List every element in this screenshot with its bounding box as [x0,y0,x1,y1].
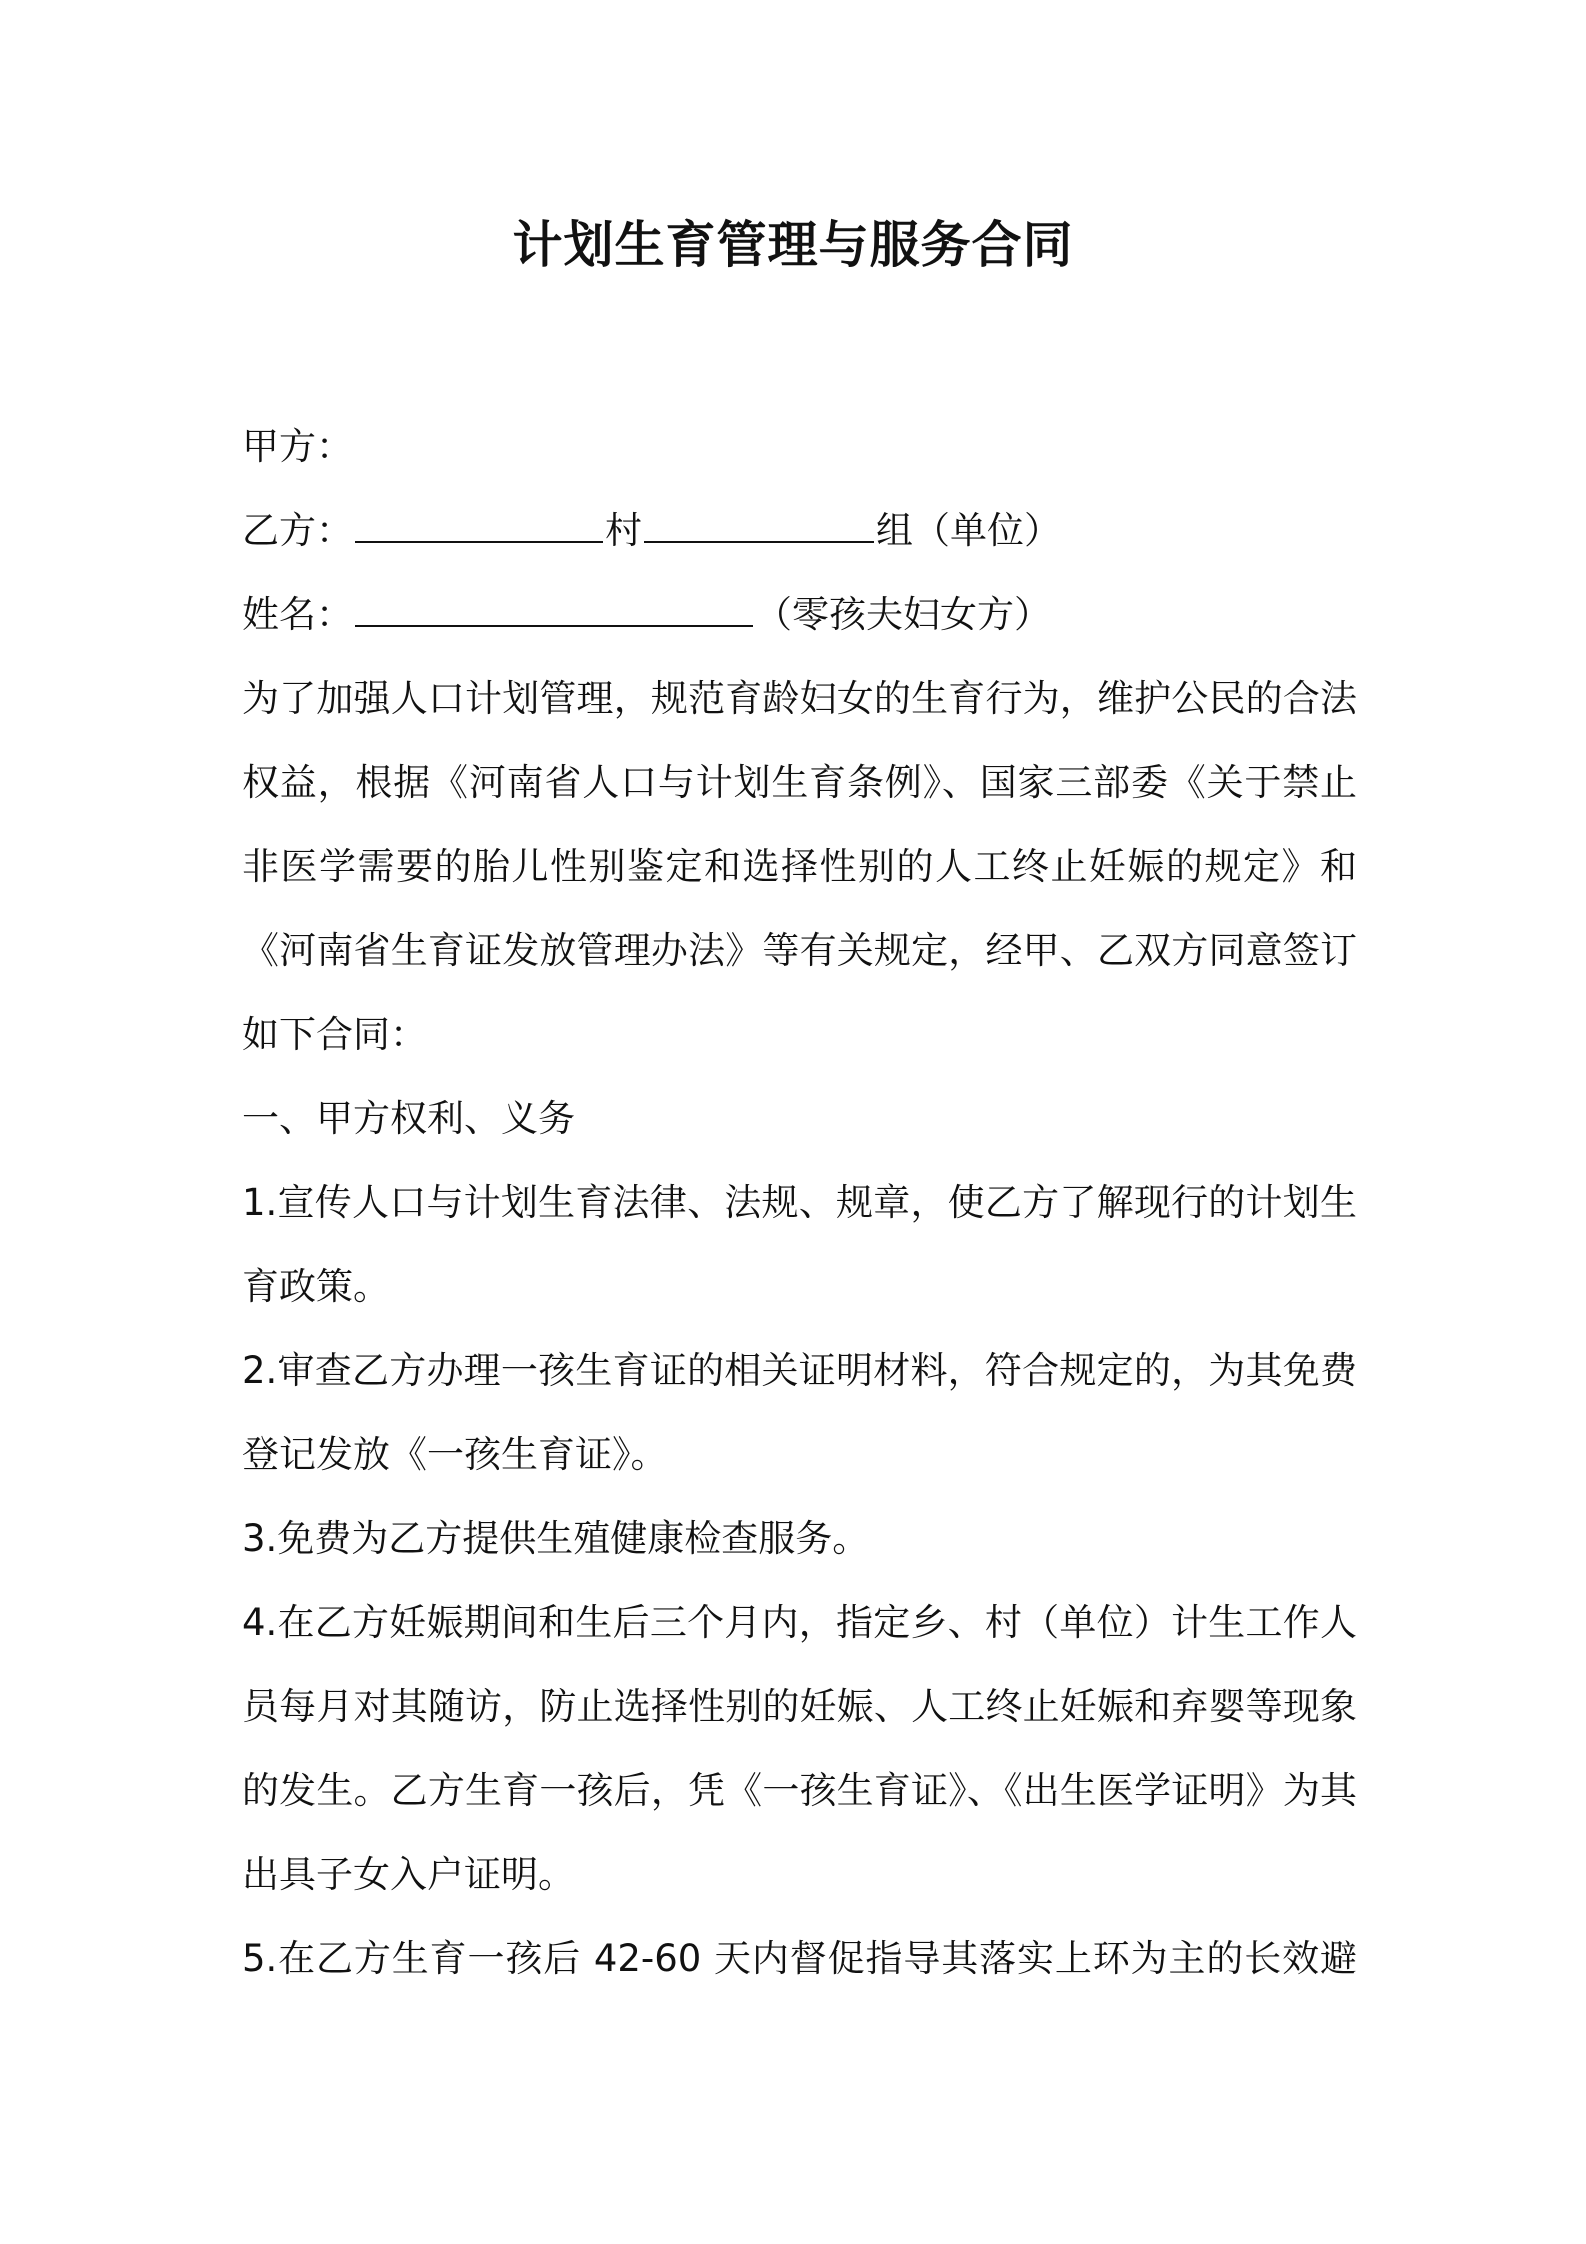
group-blank [644,507,874,543]
clause-1: 1.宣传人口与计划生育法律、法规、规章，使乙方了解现行的计划生育政策。 [242,1181,1357,1308]
name-label: 姓名： [242,593,353,636]
clause-5: 5.在乙方生育一孩后 42-60 天内督促指导其落实上环为主的长效避 [242,1937,1357,1980]
name-line [242,573,1357,657]
party-a-line [242,405,1357,489]
village-blank [355,507,603,543]
party-b-line [242,489,1357,573]
clause-3: 3.免费为乙方提供生殖健康检查服务。 [242,1517,870,1560]
section-1-heading: 一、甲方权利、义务 [242,1097,575,1140]
clause-4: 4.在乙方妊娠期间和生后三个月内，指定乡、村（单位）计生工作人员每月对其随访，防止选择性别的妊娠、人工终止妊娠和弃婴等现象的发生。乙方生育一孩后，凭《一孩生育证》、《出生医学证明》为其出具子女入户证明。 [242,1601,1357,1896]
name-blank [355,591,753,627]
name-note: （零孩夫妇女方） [755,593,1051,636]
preamble-paragraph: 为了加强人口计划管理，规范育龄妇女的生育行为，维护公民的合法权益，根据《河南省人口与计划生育条例》、国家三部委《关于禁止非医学需要的胎儿性别鉴定和选择性别的人工终止妊娠的规定》和《河南省生育证发放管理办法》等有关规定，经甲、乙双方同意签订如下合同： [242,677,1357,1056]
party-a-label: 甲方： [242,425,353,468]
village-suffix: 村 [605,509,642,552]
document-body [242,405,1357,2001]
document-title: 计划生育管理与服务合同 [512,216,1074,274]
party-b-label: 乙方： [242,509,353,552]
clause-2: 2.审查乙方办理一孩生育证的相关证明材料，符合规定的，为其免费登记发放《一孩生育证》。 [242,1349,1357,1476]
group-suffix: 组（单位） [876,509,1061,552]
